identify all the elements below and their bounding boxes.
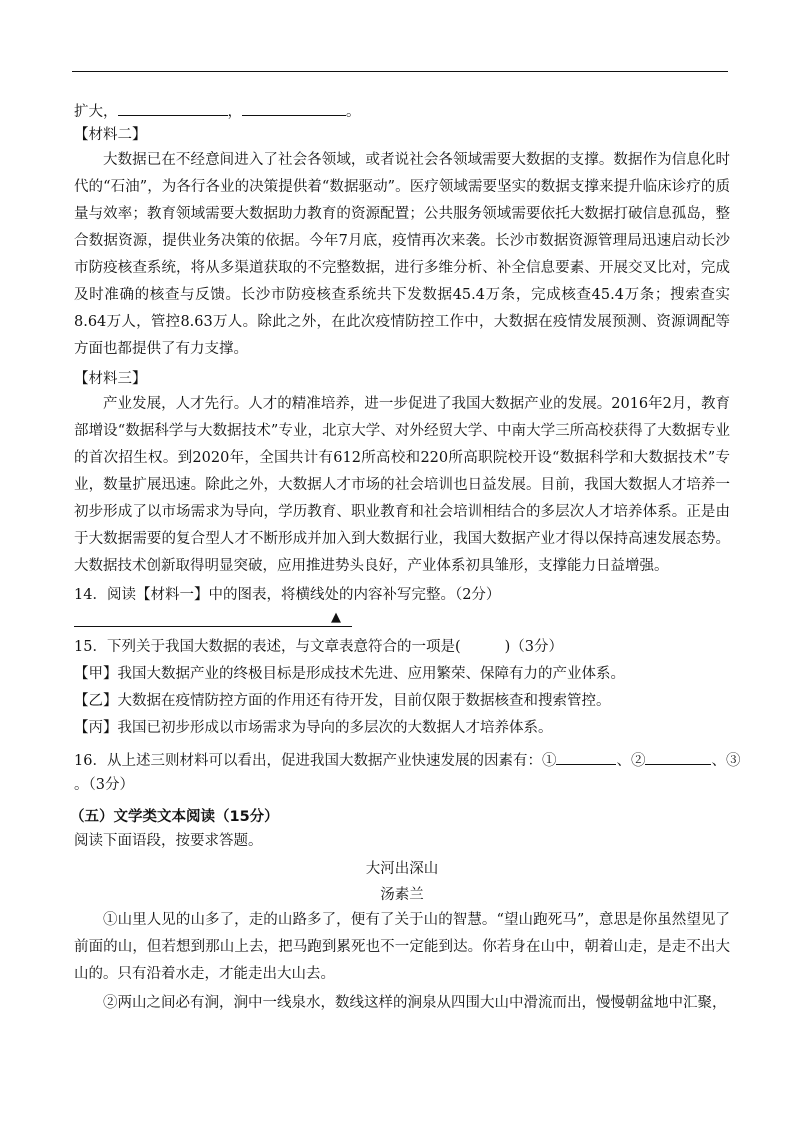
- material-3-text: 产业发展，人才先行。人才的精准培养，进一步促进了我国大数据产业的发展。2016年2月，教育部增设“数据科学与大数据技术”专业，北京大学、对外经贸大学、中南大学三所高校获得了大数据专业的首次招生权。到2020年，全国共计有612所高校和220所高职院校开设“数据科学和大数据技术”专业，数量扩展迅速。除此之外，大数据人才市场的社会培训也日益发展。目前，我国大数据人才培养一初步形成了以市场需求为导向，学历教育、职业教育和社会培训相结合的多层次人才培养体系。正是由于大数据需要的复合型人才不断形成并加入到大数据行业，我国大数据产业才得以保持高速发展态势。大数据技术创新取得明显突破，应用推进势头良好，产业体系初具雏形，支撑能力日益增强。: [74, 396, 730, 574]
- question-16: 16．从上述三则材料可以看出，促进我国大数据产业快速发展的因素有：① 、② 、③: [74, 749, 740, 771]
- answer-blank-1[interactable]: [118, 100, 228, 116]
- question-16-line2: 。（3分）: [74, 777, 134, 793]
- option-jia: 【甲】我国大数据产业的终极目标是形成技术先进、应用繁荣、保障有力的产业体系。: [74, 666, 625, 682]
- fill-in-line-top: 扩大， ， 。: [74, 100, 361, 122]
- answer-line-14[interactable]: [74, 626, 352, 627]
- article-author: 汤素兰: [380, 887, 424, 903]
- answer-blank-16-2[interactable]: [645, 749, 711, 765]
- answer-blank-16-1[interactable]: [556, 749, 616, 765]
- answer-mark-icon: ▲: [331, 610, 341, 625]
- section-5-instruction: 阅读下面语段，按要求答题。: [74, 833, 263, 849]
- option-bing: 【丙】我国已初步形成以市场需求为导向的多层次的大数据人才培养体系。: [74, 720, 553, 736]
- article-paragraph-2: ②两山之间必有涧，涧中一线泉水，数线这样的涧泉从四围大山中滑流而出，慢慢朝盆地中汇聚，: [103, 995, 727, 1011]
- answer-blank-2[interactable]: [242, 100, 346, 116]
- material-3-title: 【材料三】: [74, 371, 147, 387]
- line-top-text: 扩大，: [74, 104, 118, 120]
- article-paragraph-1: ①山里人见的山多了，走的山路多了，便有了关于山的智慧。“望山跑死马”，意思是你虽然望见了前面的山，但若想到那山上去，把马跑到累死也不一定能到达。你若身在山中，朝着山走，是走不出大山的。只有沿着水走，才能走出大山去。: [74, 912, 730, 982]
- article-title: 大河出深山: [365, 861, 439, 877]
- header-rule: [72, 71, 728, 72]
- material-2-text: 大数据已在不经意间进入了社会各领域，或者说社会各领域需要大数据的支撑。数据作为信息化时代的“石油”，为各行各业的决策提供着“数据驱动”。医疗领域需要坚实的数据支撑来提升临床诊疗的质量与效率；教育领域需要大数据助力教育的资源配置；公共服务领域需要依托大数据打破信息孤岛，整合数据资源，提供业务决策的依据。今年7月底，疫情再次来袭。长沙市数据资源管理局迅速启动长沙市防疫核查系统，将从多渠道获取的不完整数据，进行多维分析、补全信息要素、开展交叉比对，完成及时准确的核查与反馈。长沙市防疫核查系统共下发数据45.4万条，完成核查45.4万条；搜索查实8.64万人，管控8.63万人。除此之外，在此次疫情防控工作中，大数据在疫情发展预测、资源调配等方面也都提供了有力支撑。: [74, 152, 730, 357]
- material-2-title: 【材料二】: [74, 127, 147, 143]
- section-5-heading: （五）文学类文本阅读（15分）: [70, 809, 279, 825]
- option-yi: 【乙】大数据在疫情防控方面的作用还有待开发，目前仅限于数据核查和搜索管控。: [74, 693, 611, 709]
- question-14: 14．阅读【材料一】中的图表，将横线处的内容补写完整。（2分）: [74, 587, 501, 603]
- question-15-stem: 15．下列关于我国大数据的表述，与文章表意符合的一项是( )（3分）: [74, 639, 563, 655]
